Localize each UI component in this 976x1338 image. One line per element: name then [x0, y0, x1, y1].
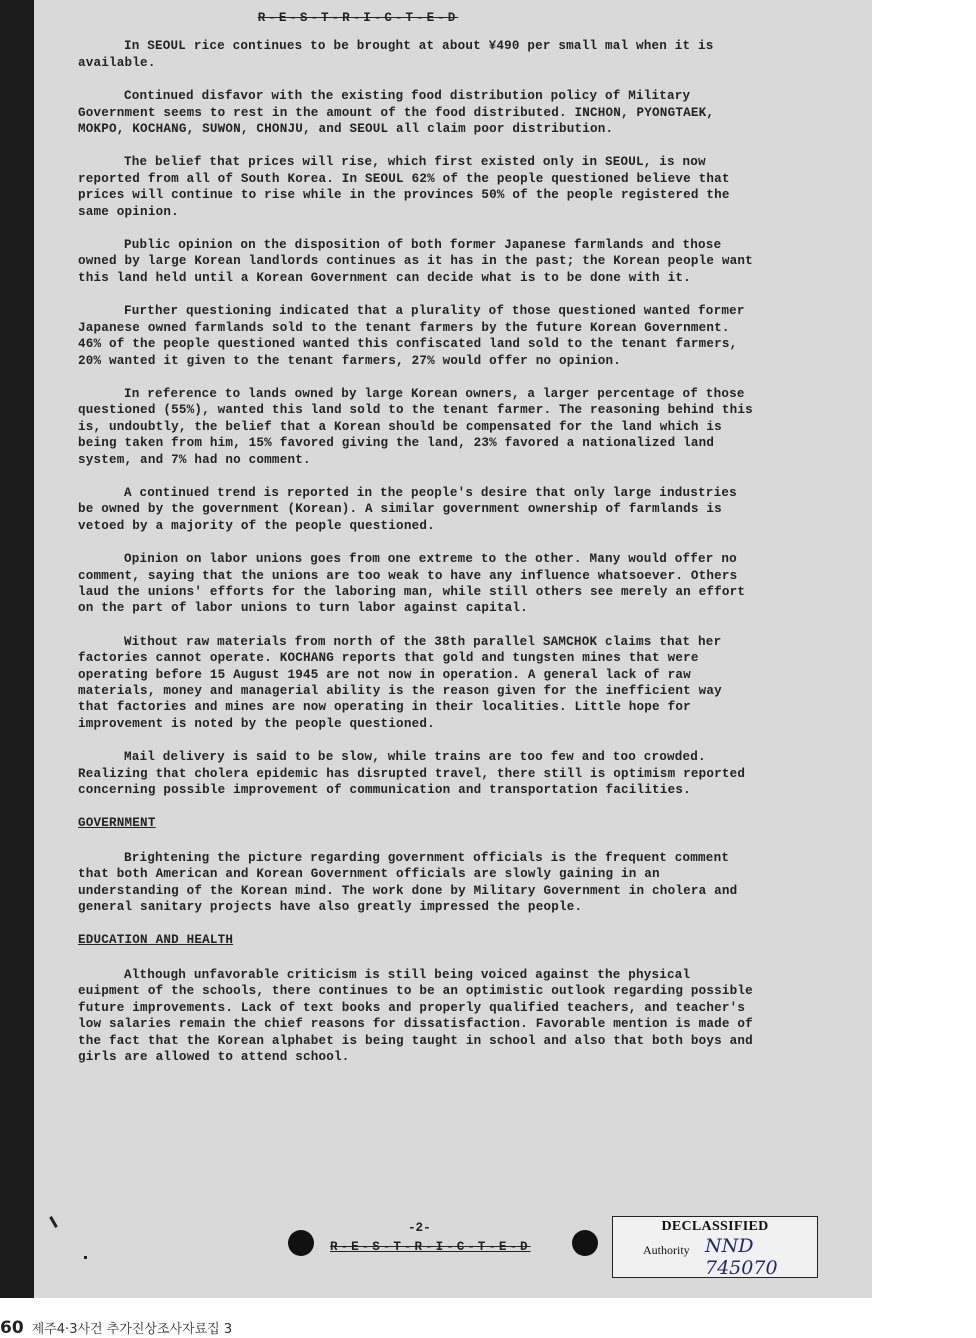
paragraph-raw-materials: Without raw materials from north of the 38th parallel SAMCHOK claims that her factories cannot operate. KOCHANG reports that gold and tungsten mines that were operating before 15 August 1945 are not now in operation. A general lack of raw materials, money and managerial ability is the reason given for the inefficient way that factories and mines are now operating in their localities. Little hope for improvement is noted by the people questioned.	[78, 634, 722, 731]
paragraph-farmlands: Public opinion on the disposition of both former Japanese farmlands and those owned by large Korean landlords continues as it has in the past; the Korean people want this land held until a Korean Government can decide what is to be done with it.	[78, 238, 753, 285]
paragraph-industries: A continued trend is reported in the people's desire that only large industries be owned by the government (Korean). A similar government ownership of farmlands is vetoed by a majority of the people questioned.	[78, 485, 737, 533]
paragraph-rice: In SEOUL rice continues to be brought at about ¥490 per small mal when it is available.	[78, 39, 714, 70]
punch-hole-right	[572, 1230, 598, 1256]
book-page-number: 60	[0, 1318, 24, 1338]
paragraph-education: Although unfavorable criticism is still being voiced against the physical euipment of the schools, there continues to be an optimistic outlook regarding possible future improvements. Lack of text books and properly qualified teachers, and teacher's low salaries remain the chief reasons for dissatisfaction. Favorable mention is made of the fact that the Korean alphabet is being taught in school and also that both boys and girls are allowed to attend school.	[78, 967, 753, 1064]
heading-government: GOVERNMENT	[78, 816, 156, 831]
paragraph-korean-owners: In reference to lands owned by large Korean owners, a larger percentage of those questioned (55%), wanted this land sold to the tenant farmer. The reasoning behind this is, undoubtly, the belief that a Korean should be compensated for the land which is being taken from him, 15% favored giving the land, 23% favored a nationalized land system, and 7% had no comment.	[78, 386, 753, 467]
punch-hole-left	[288, 1230, 314, 1256]
paragraph-labor-unions: Opinion on labor unions goes from one extreme to the other. Many would offer no comment, saying that the unions are too weak to have any influence whatsoever. Others laud the unions' efforts for the laboring man, while still others see merely an effort on the part of labor unions to turn labor against capital.	[78, 552, 746, 616]
paragraph-food-distribution: Continued disfavor with the existing food distribution policy of Military Government seems to rest in the amount of the food distributed. INCHON, PYONGTAEK, MOKPO, KOCHANG, SUWON, CHONJU, and SEOUL all claim poor distribution.	[78, 89, 715, 137]
book-title: 제주4·3사건 추가진상조사자료집 3	[31, 1322, 233, 1337]
restricted-header: R-E-S-T-R-I-C-T-E-D	[257, 11, 459, 25]
page-number: -2-	[408, 1221, 431, 1235]
heading-education-health: EDUCATION AND HEALTH	[78, 933, 234, 948]
paragraph-japanese-farmlands: Further questioning indicated that a plurality of those questioned wanted former Japanese owned farmlands sold to the tenant farmers by the future Korean Government. 46% of the people questioned wanted this confiscated land sold to the tenant farmers, 20% wanted it given to the tenant farmers, 27% would offer no opinion.	[78, 304, 745, 368]
paragraph-government: Brightening the picture regarding government officials is the frequent comment that both American and Korean Government officials are slowly gaining in an understanding of the Korean mind. The work done by Military Government in cholera and general sanitary projects have also greatly impressed the people.	[78, 850, 738, 915]
authority-code: NND 745070	[705, 1235, 778, 1279]
scan-speck	[84, 1256, 87, 1259]
declassified-title: DECLASSIFIED	[661, 1219, 769, 1234]
restricted-footer: R-E-S-T-R-I-C-T-E-D	[330, 1240, 531, 1254]
paragraph-prices: The belief that prices will rise, which first existed only in SEOUL, is now reported from all of South Korea. In SEOUL 62% of the people questioned believe that prices will continue to rise while in the provinces 50% of the people registered the same opinion.	[78, 155, 730, 219]
book-footer	[0, 1318, 232, 1338]
paragraph-mail-delivery: Mail delivery is said to be slow, while trains are too few and too crowded. Realizing that cholera epidemic has disrupted travel, there still is optimism reported concerning possible improvement of communication and transportation facilities.	[78, 750, 746, 798]
declassified-stamp	[612, 1216, 818, 1278]
authority-label: Authority	[643, 1243, 690, 1257]
document-body	[78, 10, 758, 1082]
